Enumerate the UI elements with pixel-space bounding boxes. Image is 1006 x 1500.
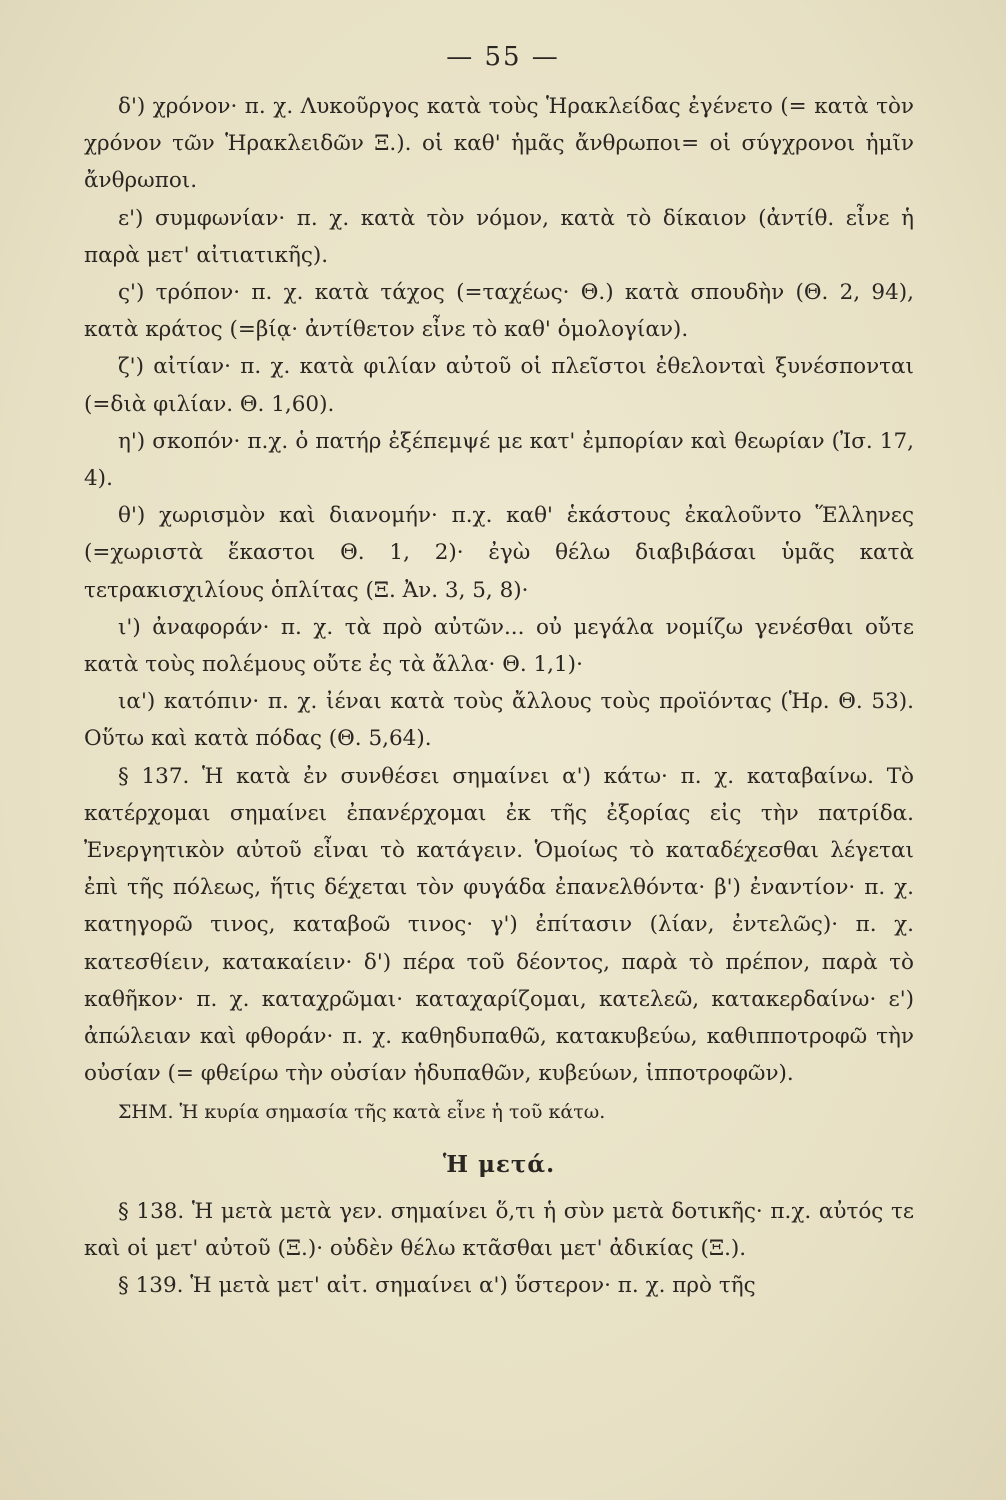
paragraph-section-137: § 137. Ἡ κατὰ ἐν συνθέσει σημαίνει α') κάτω· π. χ. καταβαίνω. Τὸ κατέρχομαι σημαίνει ἐπανέρχομαι ἐκ τῆς ἐξορίας εἰς τὴν πατρίδα. Ἐνεργητικὸν αὐτοῦ εἶναι τὸ κατάγειν. Ὁμοίως τὸ καταδέχεσθαι λέγεται ἐπὶ τῆς πόλεως, ἥτις δέχεται τὸν φυγάδα ἐπανελθόντα· β') ἐναντίον· π. χ. κατηγορῶ τινος, καταβοῶ τινος· γ') ἐπίτασιν (λίαν, ἐντελῶς)· π. χ. κατεσθίειν, κατακαίειν· δ') πέρα τοῦ δέοντος, παρὰ τὸ πρέπον, παρὰ τὸ καθῆκον· π. χ. καταχρῶμαι· καταχαρίζομαι, κατελεῶ, κατακερδαίνω· ε') ἀπώλειαν καὶ φθοράν· π. χ. καθηδυπαθῶ, κατακυβεύω, καθιπποτροφῶ τὴν οὐσίαν (= φθείρω τὴν οὐσίαν ἡδυπαθῶν, κυβεύων, ἱπποτροφῶν).	[84, 763, 914, 1087]
paragraph-kata-after: ια') κατόπιν· π. χ. ἰέναι κατὰ τοὺς ἄλλους τοὺς προϊόντας (Ἡρ. Θ. 53). Οὕτω καὶ κατὰ πόδας (Θ. 5,64).	[84, 689, 914, 752]
paragraph-kata-purpose: η') σκοπόν· π.χ. ὁ πατήρ ἐξέπεμψέ με κατ' ἐμπορίαν καὶ θεωρίαν (Ἰσ. 17, 4).	[84, 428, 914, 492]
note: ΣΗΜ. Ἡ κυρία σημασία τῆς κατὰ εἶνε ἡ τοῦ κάτω.	[118, 1101, 606, 1124]
paragraph-section-138: § 138. Ἡ μετὰ μετὰ γεν. σημαίνει ὅ,τι ἡ σὺν μετὰ δοτικῆς· π.χ. αὐτός τε καὶ οἱ μετ' αὐτοῦ (Ξ.)· οὐδὲν θέλω κτᾶσθαι μετ' ἀδικίας (Ξ.).	[84, 1198, 914, 1262]
text-body	[84, 88, 914, 1305]
paragraph-section-139: § 139. Ἡ μετὰ μετ' αἰτ. σημαίνει α') ὕστερον· π. χ. πρὸ τῆς	[118, 1273, 756, 1299]
section-heading: Ἡ μετά.	[442, 1150, 556, 1178]
paragraph-kata-manner: ς') τρόπον· π. χ. κατὰ τάχος (=ταχέως· Θ.) κατὰ σπουδὴν (Θ. 2, 94), κατὰ κράτος (=βίᾳ· ἀντίθετον εἶνε τὸ καθ' ὁμολογίαν).	[84, 280, 914, 343]
paragraph-kata-agreement: ε') συμφωνίαν· π. χ. κατὰ τὸν νόμον, κατὰ τὸ δίκαιον (ἀντίθ. εἶνε ἡ παρὰ μετ' αἰτιατικῆς).	[84, 205, 914, 268]
paragraph-kata-cause: ζ') αἰτίαν· π. χ. κατὰ φιλίαν αὐτοῦ οἱ πλεῖστοι ἐθελονταὶ ξυνέσπονται (=διὰ φιλίαν. Θ. 1,60).	[84, 354, 914, 417]
paragraph-kata-distribution: θ') χωρισμὸν καὶ διανομήν· π.χ. καθ' ἑκάστους ἐκαλοῦντο Ἕλληνες (=χωριστὰ ἕκαστοι Θ. 1, 2)· ἐγὼ θέλω διαβιβάσαι ὑμᾶς κατὰ τετρακισχιλίους ὁπλίτας (Ξ. Ἀν. 3, 5, 8)·	[84, 503, 914, 603]
page-number: — 55 —	[446, 42, 560, 72]
paragraph-kata-time: δ') χρόνον· π. χ. Λυκοῦργος κατὰ τοὺς Ἡρακλείδας ἐγένετο (= κατὰ τὸν χρόνον τῶν Ἡρακλειδῶν Ξ.). οἱ καθ' ἡμᾶς ἄνθρωποι= οἱ σύγχρονοι ἡμῖν ἄνθρωποι.	[84, 94, 914, 194]
paragraph-kata-reference: ι') ἀναφοράν· π. χ. τὰ πρὸ αὐτῶν... οὐ μεγάλα νομίζω γενέσθαι οὔτε κατὰ τοὺς πολέμους οὔτε ἐς τὰ ἄλλα· Θ. 1,1)·	[84, 614, 914, 678]
